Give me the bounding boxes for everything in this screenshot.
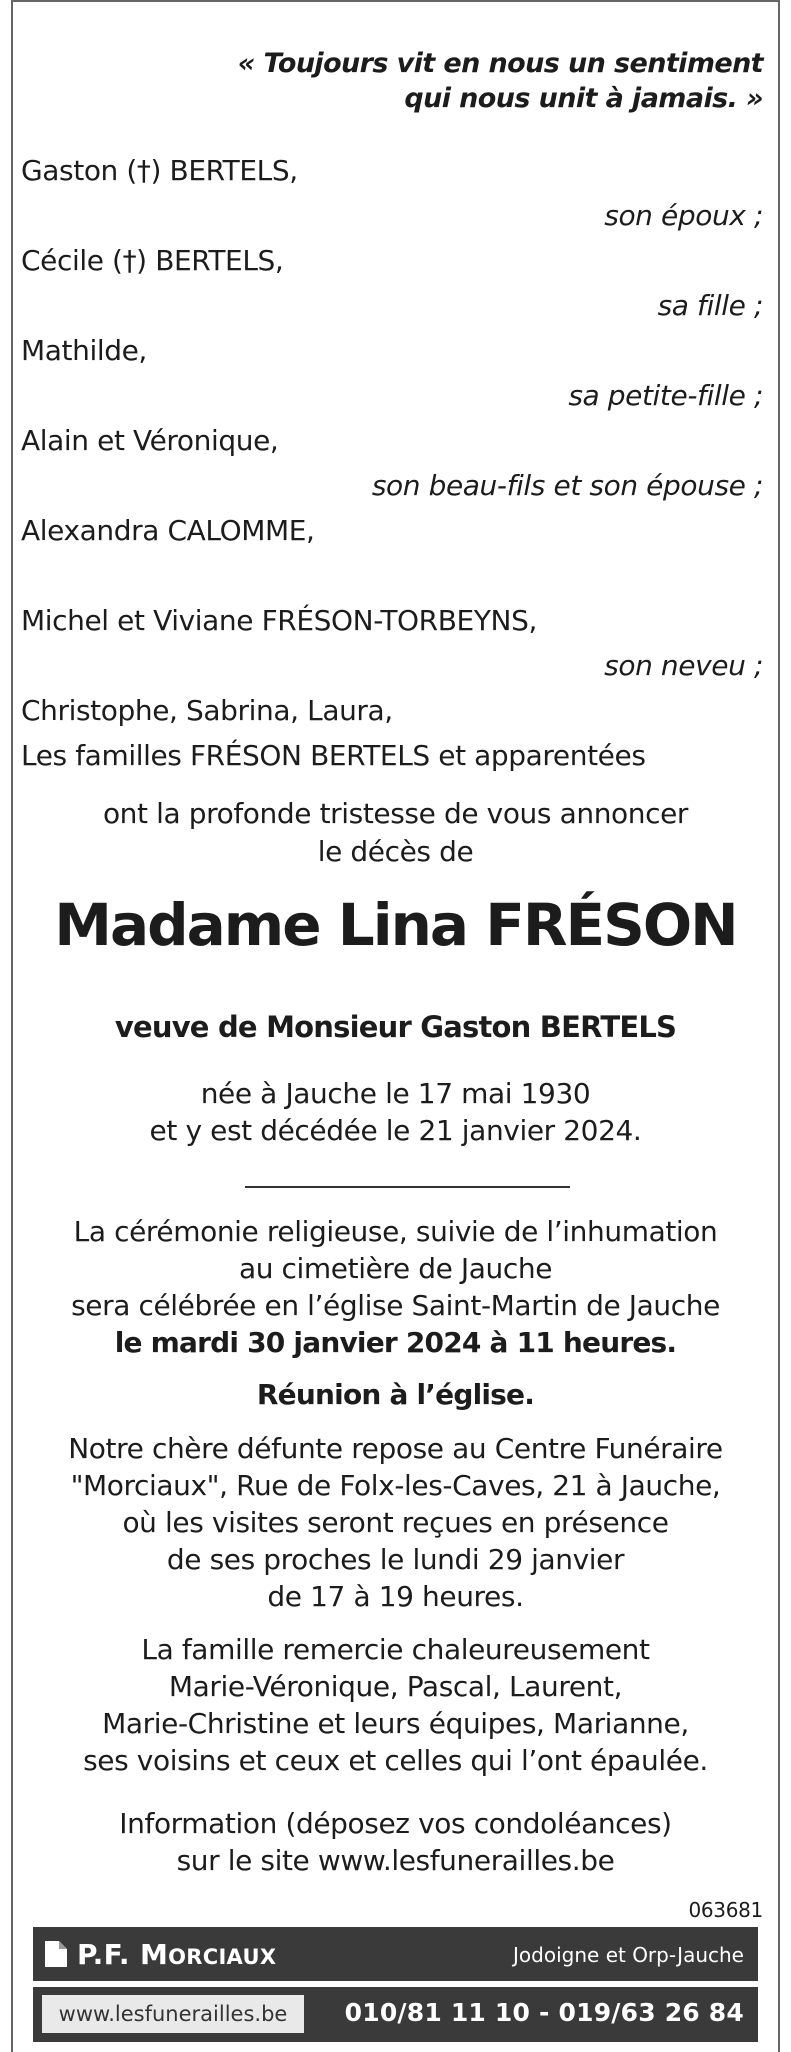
family-row [21, 733, 763, 778]
repose-line-2: "Morciaux", Rue de Folx-les-Caves, 21 à Jauche, [70, 1469, 721, 1502]
family-row [21, 688, 763, 733]
family-name: Alexandra CALOMME, [21, 514, 315, 547]
family-relation-row [21, 283, 763, 328]
birth-line: née à Jauche le 17 mai 1930 [200, 1077, 591, 1110]
repose-line-3: où les visites seront reçues en présence [122, 1506, 669, 1539]
family-relation: son beau-fils et son épouse ; [371, 469, 763, 502]
deceased-name: Madame Lina FRÉSON [54, 891, 737, 959]
repose-info [13, 1430, 778, 1615]
thanks-message [13, 1631, 778, 1779]
family-row [21, 418, 763, 463]
family-relation-row [21, 373, 763, 418]
ceremony-info [13, 1213, 778, 1361]
ceremony-line-3: sera célébrée en l’église Saint-Martin de Jauche [71, 1289, 720, 1322]
family-relation-row [21, 553, 763, 598]
family-name: Cécile (†) BERTELS, [21, 244, 284, 277]
family-name: Gaston (†) BERTELS, [21, 154, 298, 187]
epigraph-quote [238, 46, 763, 116]
family-name: Mathilde, [21, 334, 147, 367]
death-line: et y est décédée le 21 janvier 2024. [149, 1114, 642, 1147]
family-relation-row [21, 643, 763, 688]
family-relation: sa petite-fille ; [568, 379, 763, 412]
family-row [21, 598, 763, 643]
family-relation-row [21, 463, 763, 508]
document-fold-icon [45, 1941, 67, 1967]
ceremony-line-2: au cimetière de Jauche [238, 1252, 553, 1285]
announcement-line-2: le décès de [317, 835, 474, 868]
condolence-info [13, 1805, 778, 1879]
family-name: Christophe, Sabrina, Laura, [21, 694, 393, 727]
thanks-line-3: Marie-Christine et leurs équipes, Marianne, [102, 1707, 689, 1740]
family-name: Les familles FRÉSON BERTELS et apparentées [21, 739, 646, 772]
info-line-1: Information (déposez vos condoléances) [119, 1807, 672, 1840]
quote-line-2: qui nous unit à jamais. » [404, 83, 763, 114]
ceremony-line-1: La cérémonie religieuse, suivie de l’inhumation [73, 1215, 718, 1248]
announcement-line-1: ont la profonde tristesse de vous annoncer [102, 797, 689, 830]
reference-number: 063681 [688, 1898, 763, 1922]
website-link[interactable]: www.lesfunerailles.be [42, 1995, 304, 2033]
family-relation-row [21, 193, 763, 238]
phone-numbers: 010/81 11 10 - 019/63 26 84 [344, 1998, 744, 2027]
reunion-note: Réunion à l’église. [256, 1378, 535, 1411]
birth-death-dates [13, 1075, 778, 1149]
family-relation: son neveu ; [604, 649, 763, 682]
ceremony-date: le mardi 30 janvier 2024 à 11 heures. [114, 1326, 677, 1359]
locations: Jodoigne et Orp-Jauche [513, 1943, 744, 1967]
family-row [21, 508, 763, 553]
repose-line-4: de ses proches le lundi 29 janvier [166, 1543, 625, 1576]
family-row [21, 148, 763, 193]
family-row [21, 328, 763, 373]
quote-line-1: « Toujours vit en nous un sentiment [237, 48, 763, 79]
info-line-2: sur le site www.lesfunerailles.be [176, 1844, 615, 1877]
brand-name-cap: M [139, 1938, 169, 1971]
thanks-line-2: Marie-Véronique, Pascal, Laurent, [168, 1670, 623, 1703]
footer-top-bar [33, 1927, 758, 1981]
family-name: Michel et Viviane FRÉSON-TORBEYNS, [21, 604, 537, 637]
family-row [21, 238, 763, 283]
family-relation: son époux ; [604, 199, 763, 232]
family-name: Alain et Véronique, [21, 424, 279, 457]
footer-bottom-bar [33, 1987, 758, 2042]
repose-line-5: de 17 à 19 heures. [267, 1580, 524, 1613]
notice-frame [11, 0, 780, 2052]
widow-of: veuve de Monsieur Gaston BERTELS [114, 1010, 677, 1044]
family-relation: sa fille ; [657, 289, 763, 322]
brand-initials: P.F. [77, 1938, 130, 1971]
funeral-home-name [77, 1938, 276, 1971]
divider [245, 1186, 570, 1188]
funeral-home-footer [33, 1927, 758, 2042]
thanks-line-1: La famille remercie chaleureusement [141, 1633, 650, 1666]
thanks-line-4: ses voisins et ceux et celles qui l’ont épaulée. [83, 1744, 708, 1777]
announcement [13, 795, 778, 871]
family-list [21, 148, 763, 778]
brand-name-rest: ORCIAUX [168, 1945, 277, 1969]
repose-line-1: Notre chère défunte repose au Centre Funéraire [68, 1432, 723, 1465]
